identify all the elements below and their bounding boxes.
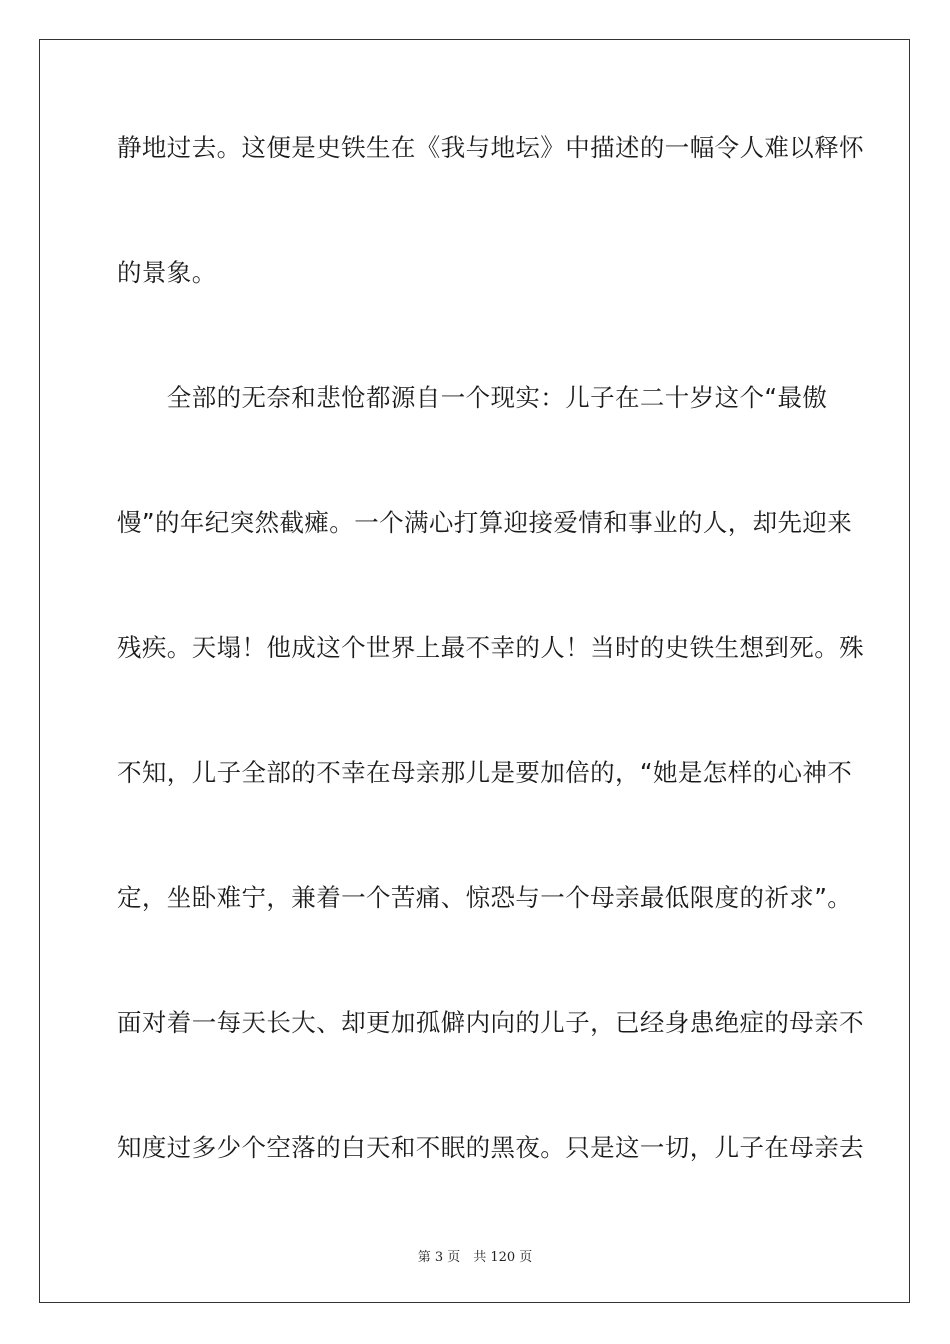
text-line-3: 全部的无奈和悲怆都源自一个现实：儿子在二十岁这个“最傲 [117, 383, 828, 412]
text-line-4: 慢”的年纪突然截瘫。一个满心打算迎接爱情和事业的人，却先迎来 [117, 508, 853, 537]
text-line-5: 残疾。天塌！他成这个世界上最不幸的人！当时的史铁生想到死。殊 [117, 633, 864, 662]
text-line-7: 定，坐卧难宁，兼着一个苦痛、惊恐与一个母亲最低限度的祈求”。 [117, 883, 853, 912]
page-number-footer: 第 3 页 共 120 页 [417, 1250, 533, 1265]
text-line-2: 的景象。 [117, 258, 217, 287]
text-line-6: 不知，儿子全部的不幸在母亲那儿是要加倍的，“她是怎样的心神不 [117, 758, 853, 787]
text-line-1: 静地过去。这便是史铁生在《我与地坛》中描述的一幅令人难以释怀 [117, 133, 864, 162]
text-line-8: 面对着一每天长大、却更加孤僻内向的儿子，已经身患绝症的母亲不 [117, 1008, 864, 1037]
text-line-9: 知度过多少个空落的白天和不眠的黑夜。只是这一切，儿子在母亲去 [117, 1133, 864, 1162]
page-border [39, 39, 910, 1303]
